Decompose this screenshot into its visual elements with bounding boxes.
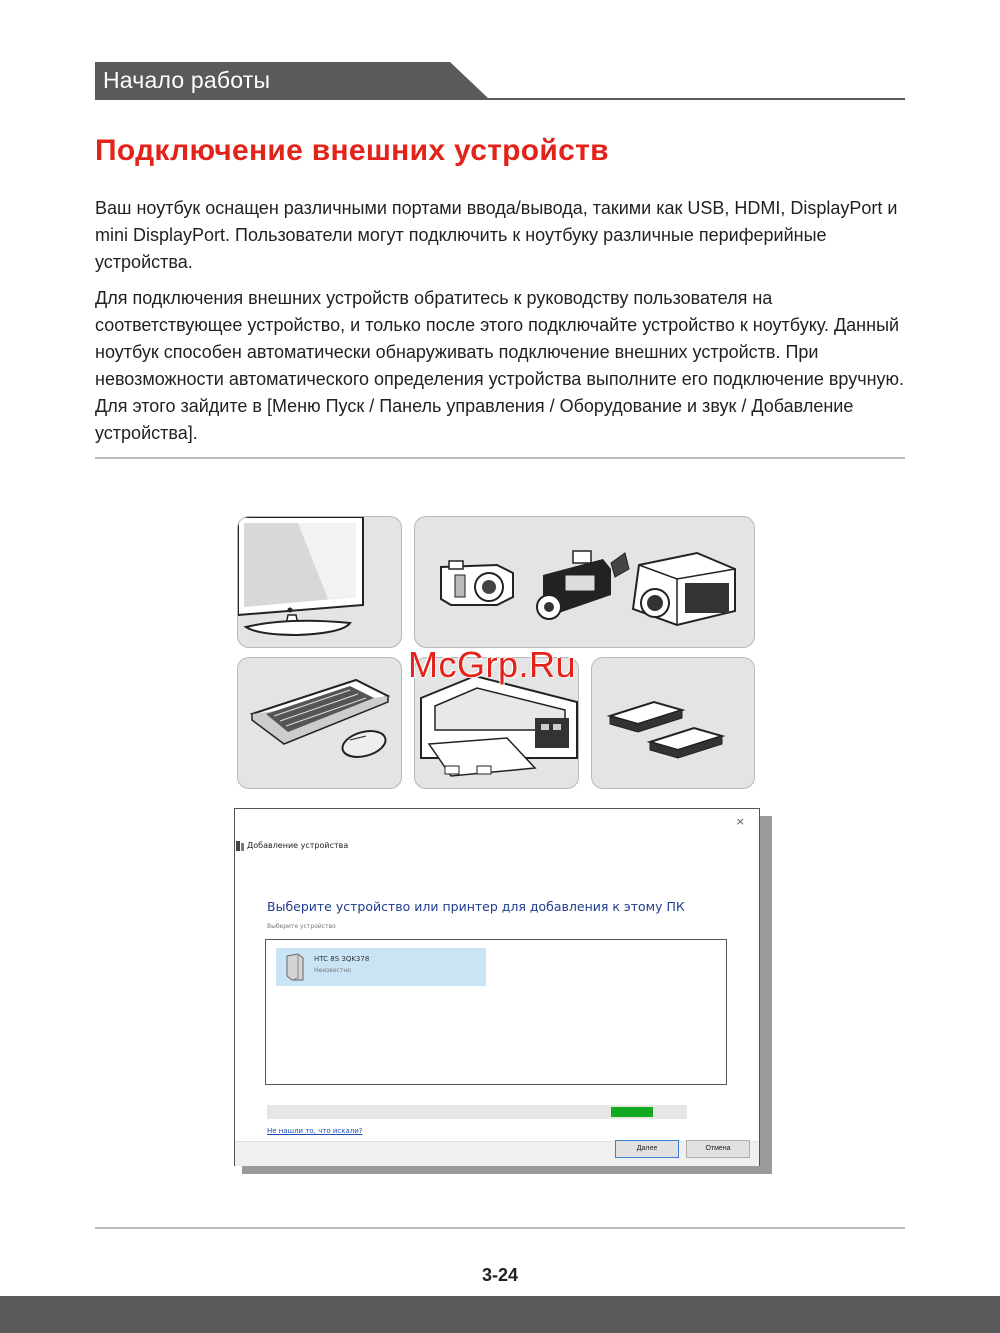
cancel-button[interactable]: Отмена: [686, 1140, 750, 1158]
projector-icon: [633, 553, 735, 625]
device-list-item[interactable]: [276, 948, 486, 986]
footer-band: [0, 1296, 1000, 1333]
paragraph-intro: Ваш ноутбук оснащен различными портами ввода/вывода, такими как USB, HDMI, DisplayPort и mini DisplayPort. Пользователи могут подключить к ноутбуку различные периферийные устройства.: [95, 198, 898, 272]
external-drive-icon: [592, 658, 754, 788]
device-name: HTC 8S 3QK378: [314, 955, 370, 963]
dialog-subheading: Выберите устройство: [267, 923, 336, 930]
device-icon: [284, 952, 306, 982]
add-device-dialog: [234, 808, 760, 1166]
paragraph-instructions: Для подключения внешних устройств обратитесь к руководству пользователя на соответствующее устройство, и только после этого подключайте устройство к ноутбуку. Данный ноутбук способен автоматически обнаруживать подключение внешних устройств. При невозможности автоматического определения устройства выполните его подключение вручную. Для этого зайдите в [Меню Пуск / Панель управления / Оборудование и звук / Добавление устройства].: [95, 288, 905, 443]
tile-keyboard: [237, 657, 402, 789]
next-button[interactable]: Далее: [615, 1140, 679, 1158]
page-title: Подключение внешних устройств: [95, 134, 609, 167]
divider-bottom: [95, 1227, 905, 1229]
camcorder-icon: [537, 551, 629, 619]
dialog-title: Добавление устройства: [247, 841, 349, 850]
dialog-heading: Выберите устройство или принтер для добавления к этому ПК: [267, 899, 685, 914]
mouse-icon: [340, 727, 389, 762]
monitor-icon: [238, 517, 401, 647]
device-list: [265, 939, 727, 1085]
page-number: 3-24: [481, 1265, 519, 1285]
camera-icon: [441, 561, 513, 605]
divider-top: [95, 457, 905, 459]
tile-monitor: [237, 516, 402, 648]
not-found-link[interactable]: Не нашли то, что искали?: [267, 1127, 363, 1135]
tile-cameras: [414, 516, 755, 648]
device-status: Неизвестно: [314, 967, 351, 974]
search-progress-fill: [611, 1107, 653, 1117]
watermark: McGrp.Ru: [408, 644, 577, 685]
search-progress-bar: [267, 1105, 687, 1119]
section-header-title: Начало работы: [103, 67, 271, 93]
dialog-footer: [235, 1141, 759, 1166]
tile-drives: [591, 657, 755, 789]
window-icon: [235, 840, 245, 852]
close-icon[interactable]: ×: [735, 815, 745, 828]
